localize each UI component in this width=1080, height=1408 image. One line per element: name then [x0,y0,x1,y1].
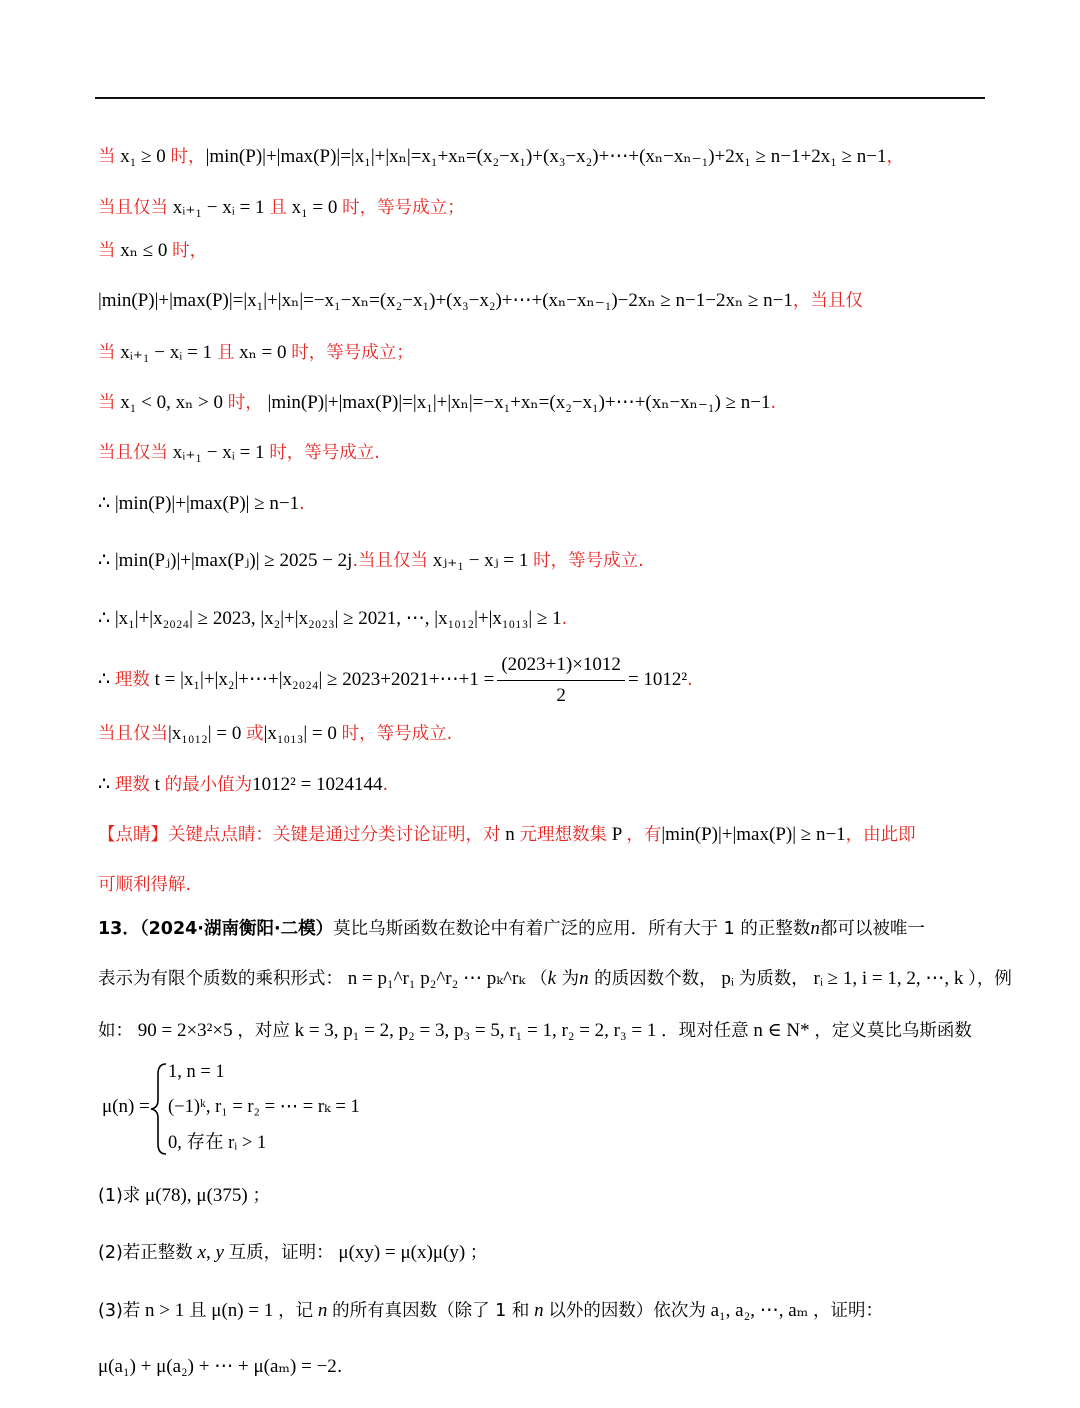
math: x₁ < 0, xₙ > 0 [115,392,228,413]
math: ∴ |min(Pⱼ)|+|max(Pⱼ)| ≥ 2025 − 2j [98,550,353,571]
text: 理数 [114,775,150,795]
math: xᵢ₊₁ − xᵢ = 1 [168,197,270,218]
math: x₁ ≥ 0 [115,146,171,167]
math: μ(n) = 1 [206,1300,279,1321]
problem-13-line-2 [98,966,1012,992]
text: 当 [98,241,116,261]
math: P [607,824,627,845]
solution-line-2 [98,195,465,221]
math: 1012² = 1024144 [252,774,383,795]
math: n [529,1300,549,1321]
piecewise-case-2: (−1)ᵏ, r₁ = r₂ = ⋯ = rₖ = 1 [168,1097,360,1117]
math: xₙ = 0 [234,342,292,363]
math: n ∈ N* [748,1020,815,1041]
solution-line-13 [98,772,388,798]
text: . [561,609,568,629]
mobius-piecewise-definition [98,1062,398,1158]
text: 元理想数集 [519,825,607,845]
text: 且 [269,198,287,218]
question-3-equation [98,1354,342,1380]
solution-line-3 [98,238,207,264]
key-point-line [98,822,916,848]
text: .当且仅当 [352,551,429,571]
text: 当 [98,393,116,413]
math: t = |x₁|+|x₂|+⋯+|x₂₀₂₄| ≥ 2023+2021+⋯+1 = [149,668,495,690]
text: ， [886,147,904,167]
math: μ(78), μ(375) [140,1185,253,1206]
math: ∴ [98,668,115,690]
math: xⱼ₊₁ − xⱼ = 1 [428,550,534,571]
left-brace [148,1062,170,1156]
text: ，记 [278,1301,314,1321]
math: xᵢ₊₁ − xᵢ = 1 [115,342,217,363]
text: 以外的因数）依次为 [548,1301,706,1321]
text: 时，等号成立. [269,443,380,463]
text: 时， [227,393,263,413]
text: (2)若正整数 [98,1243,193,1263]
text: 或 [246,724,264,744]
math: |min(P)|+|max(P)|=|x₁|+|xₙ|=−x₁+xₙ=(x₂−x₁)+⋯+(xₙ−xₙ₋₁) ≥ n−1 [262,392,771,413]
piecewise-case-1: 1, n = 1 [168,1062,225,1082]
solution-line-6 [98,390,776,416]
question-3 [98,1298,883,1324]
solution-line-9 [98,548,644,574]
math: μ(a₁) + μ(a₂) + ⋯ + μ(aₘ) = −2 [98,1356,337,1377]
problem-13-line-3 [98,1018,972,1044]
math: n [313,1300,333,1321]
text: 为 [556,969,580,989]
question-2 [98,1240,487,1266]
text: 当且仅当 [98,198,168,218]
text: 时，等号成立； [291,343,414,363]
text: ．现对任意 [661,1021,749,1041]
math: xᵢ₊₁ − xᵢ = 1 [168,442,270,463]
question-1 [98,1183,270,1209]
text: （ [530,969,548,989]
header-rule [95,97,985,99]
text: . [336,1357,343,1377]
solution-line-8 [98,491,305,517]
solution-line-10 [98,606,567,632]
text: ，对应 [237,1021,290,1041]
math: |x₁₀₁₂| = 0 [168,723,247,744]
math: n [500,824,520,845]
problem-number: 13．（2024·湖南衡阳·二模） [98,919,334,939]
math: n [579,968,589,989]
math: pᵢ [716,968,739,989]
text: 互质，证明： [228,1243,334,1263]
solution-line-1 [98,144,904,170]
math: |min(P)|+|max(P)|=|x₁|+|xₙ|=x₁+xₙ=(x₂−x₁)+(x₃−x₂)+⋯+(xₙ−xₙ₋₁)+2x₁ ≥ n−1+2x₁ ≥ n−1 [205,146,887,167]
math: k [547,968,556,989]
text: 当 [98,343,116,363]
math: ∴ |x₁|+|x₂₀₂₄| ≥ 2023, |x₂|+|x₂₀₂₃| ≥ 2021, ⋯, |x₁₀₁₂|+|x₁₀₁₃| ≥ 1 [98,608,562,629]
math: |min(P)|+|max(P)| ≥ n−1 [661,824,846,845]
math: ∴ [98,774,115,795]
key-point-line-2 [98,872,191,898]
text: 可顺利得解. [98,875,192,895]
text: . [299,494,305,514]
text: 如： [98,1021,133,1041]
solution-line-11 [98,652,693,709]
text: 的所有真因数（除了 1 和 [332,1301,530,1321]
text: ，有 [626,825,662,845]
text: 【点睛】关键点点睛：关键是通过分类讨论证明，对 [98,825,501,845]
solution-line-7 [98,440,380,466]
math: ∴ |min(P)|+|max(P)| ≥ n−1 [98,493,300,514]
text: ； [469,1243,488,1263]
math: rᵢ ≥ 1, i = 1, 2, ⋯, k [808,968,969,989]
math: μ(n) = [102,1096,150,1117]
text: 的质因数个数， [588,969,717,989]
text: 当且仅当 [98,443,168,463]
text: 表示为有限个质数的乘积形式： [98,969,343,989]
text: 且 [189,1301,207,1321]
solution-line-12 [98,721,452,747]
piecewise-case-3: 0, 存在 rᵢ > 1 [168,1133,267,1153]
math: = 1012² [627,668,688,690]
text: (1)求 [98,1186,141,1206]
math: x, y [192,1242,229,1263]
fraction-denominator: 2 [556,685,566,706]
text: 理数 [114,669,150,690]
text: . [382,775,389,795]
math: μ(xy) = μ(x)μ(y) [333,1242,470,1263]
text: 当 [98,147,116,167]
text: (3)若 [98,1301,141,1321]
math: t [149,774,165,795]
text: ），例 [968,969,1012,989]
math: |x₁₀₁₃| = 0 [263,723,342,744]
text: 为质数， [738,969,809,989]
text: ，证明： [813,1301,884,1321]
text: 时， [170,147,206,167]
text: 的最小值为 [164,775,253,795]
solution-line-5 [98,340,414,366]
math: n > 1 [140,1300,190,1321]
math: a₁, a₂, ⋯, aₘ [705,1300,814,1321]
text: 当且仅当 [98,724,168,744]
fraction-numerator: (2023+1)×1012 [497,652,625,681]
math: k = 3, p₁ = 2, p₂ = 3, p₃ = 5, r₁ = 1, r₂ = 2, r₃ = 1 [289,1020,662,1041]
text: 时， [172,241,208,261]
text: . [770,393,777,413]
text: 都可以被唯一 [819,919,925,939]
math: xₙ ≤ 0 [115,240,173,261]
text: 时，等号成立； [342,198,465,218]
text: ，当且仅 [792,291,863,311]
text: 且 [216,343,235,363]
math: |min(P)|+|max(P)|=|x₁|+|xₙ|=−x₁−xₙ=(x₂−x₁)+(x₃−x₂)+⋯+(xₙ−xₙ₋₁)−2xₙ ≥ n−1−2xₙ ≥ n−1 [98,290,793,311]
text: 时，等号成立. [341,724,453,744]
math: n = p₁^r₁ p₂^r₂ ⋯ pₖ^rₖ [343,968,531,989]
solution-line-4 [98,288,863,314]
text: ，定义莫比乌斯函数 [814,1021,972,1041]
problem-13-line-1 [98,916,925,942]
text: ，由此即 [845,825,916,845]
text: 时，等号成立. [533,551,644,571]
text: ； [252,1186,270,1206]
text: . [687,669,693,690]
fraction [497,652,625,709]
math: 90 = 2×3²×5 [133,1020,238,1041]
math: x₁ = 0 [286,197,343,218]
text: 莫比乌斯函数在数论中有着广泛的应用．所有大于 1 的正整数 [333,919,811,939]
math: n [810,918,820,939]
